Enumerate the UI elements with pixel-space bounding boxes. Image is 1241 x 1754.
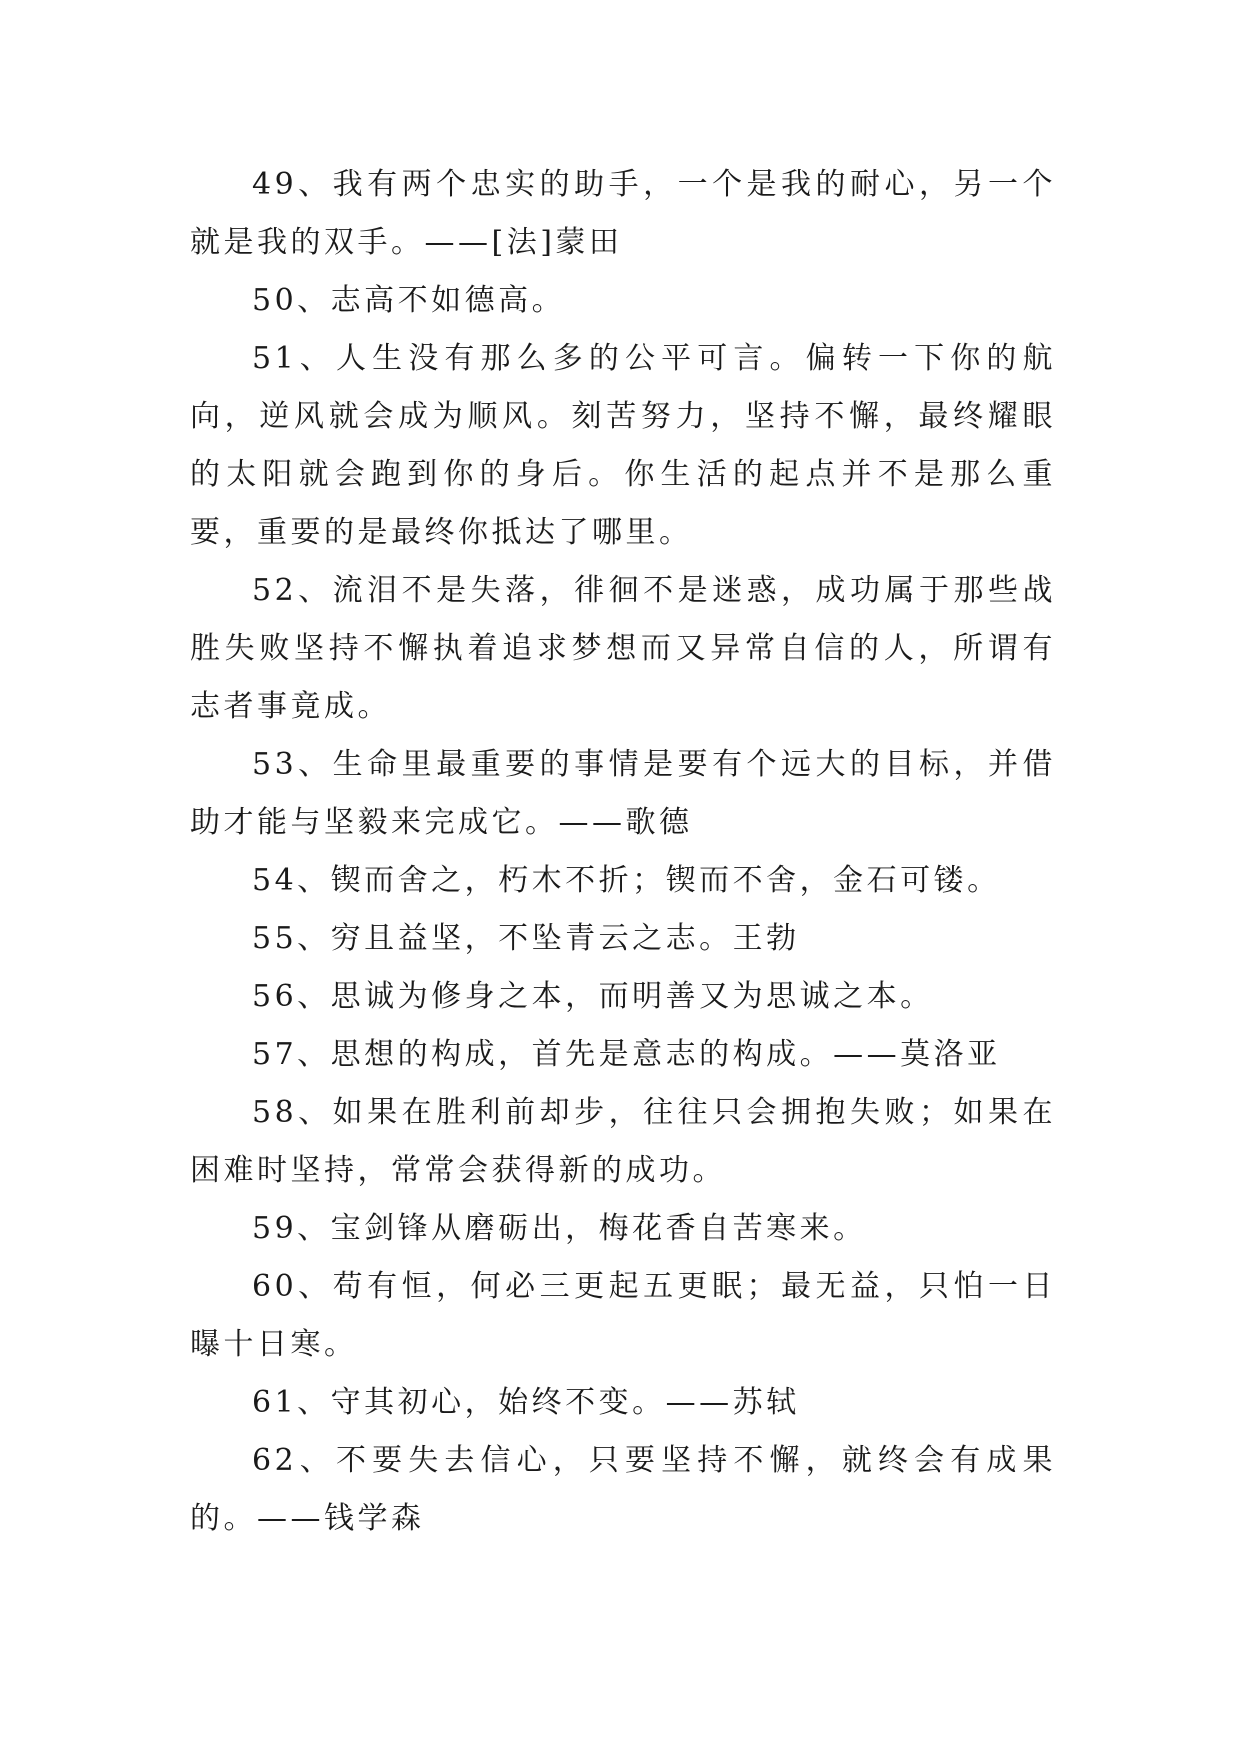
quote-paragraph: 56、思诚为修身之本，而明善又为思诚之本。 <box>252 979 934 1014</box>
quote-paragraph: 49、我有两个忠实的助手，一个是我的耐心，另一个就是我的双手。——[法]蒙田 <box>190 167 1056 260</box>
quote-paragraph: 59、宝剑锋从磨砺出，梅花香自苦寒来。 <box>252 1211 867 1246</box>
quote-paragraph: 62、不要失去信心，只要坚持不懈，就终会有成果的。——钱学森 <box>190 1443 1056 1536</box>
quote-paragraph: 60、苟有恒，何必三更起五更眠；最无益，只怕一日曝十日寒。 <box>190 1269 1056 1362</box>
quote-paragraph: 53、生命里最重要的事情是要有个远大的目标，并借助才能与坚毅来完成它。——歌德 <box>190 747 1056 840</box>
quote-paragraph: 50、志高不如德高。 <box>252 283 566 318</box>
quote-paragraph: 57、思想的构成，首先是意志的构成。——莫洛亚 <box>252 1037 1001 1072</box>
quote-paragraph: 54、锲而舍之，朽木不折；锲而不舍，金石可镂。 <box>252 863 1001 898</box>
quote-paragraph: 58、如果在胜利前却步，往往只会拥抱失败；如果在困难时坚持，常常会获得新的成功。 <box>190 1095 1056 1188</box>
quote-list <box>190 156 1056 1548</box>
quote-paragraph: 52、流泪不是失落，徘徊不是迷惑，成功属于那些战胜失败坚持不懈执着追求梦想而又异常自信的人，所谓有志者事竟成。 <box>190 573 1056 724</box>
quote-paragraph: 51、人生没有那么多的公平可言。偏转一下你的航向，逆风就会成为顺风。刻苦努力，坚持不懈，最终耀眼的太阳就会跑到你的身后。你生活的起点并不是那么重要，重要的是最终你抵达了哪里。 <box>190 341 1056 550</box>
quote-paragraph: 61、守其初心，始终不变。——苏轼 <box>252 1385 800 1420</box>
quote-paragraph: 55、穷且益坚，不坠青云之志。王勃 <box>252 921 800 956</box>
